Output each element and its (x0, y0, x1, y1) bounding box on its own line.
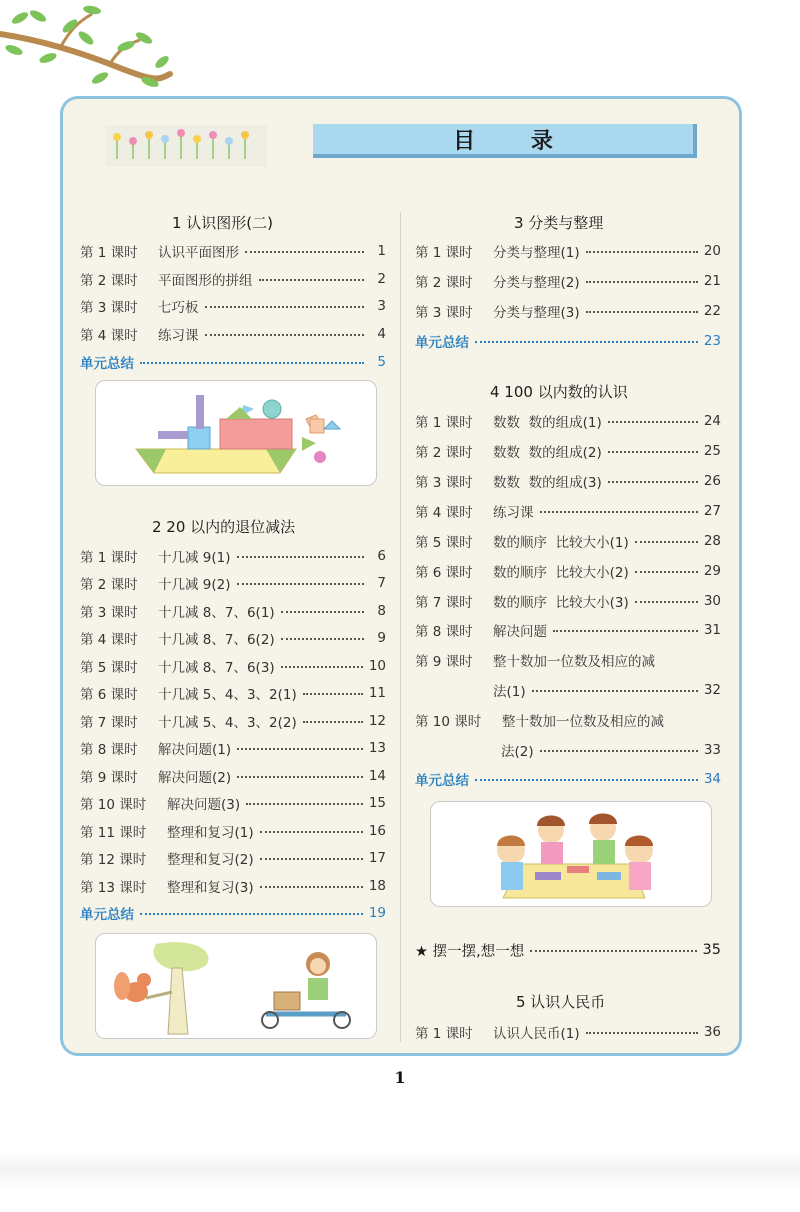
lesson-label: 第 2 课时 (415, 445, 473, 461)
lesson-label: 第 3 课时 (80, 300, 138, 316)
lesson-label: 第 4 课时 (80, 328, 138, 344)
summary-label: 单元总结 (415, 335, 469, 351)
section-title-unit-1: 1 认识图形(二) (172, 214, 274, 232)
page-ref: 31 (703, 622, 721, 638)
lesson-topic: 十几减 9(1) (158, 550, 231, 566)
page-ref: 30 (703, 593, 721, 609)
page-ref: 36 (703, 1024, 721, 1040)
lesson-label: 第 5 课时 (415, 535, 473, 551)
illustration-squirrel-monkey (95, 933, 377, 1039)
page-ref: 29 (703, 563, 721, 579)
lesson-topic: 练习课 (493, 505, 534, 521)
lesson-topic: 数的顺序 比较大小(1) (493, 535, 629, 551)
lesson-topic: 十几减 8、7、6(3) (158, 660, 275, 676)
page-ref: 11 (368, 685, 386, 701)
toc-row[interactable] (415, 620, 721, 640)
leader-dots (140, 913, 363, 915)
page-ref: 15 (368, 795, 386, 811)
page-ref: 7 (377, 575, 386, 591)
page-ref: 14 (368, 768, 386, 784)
leader-dots (475, 341, 698, 343)
lesson-label: 第 2 课时 (415, 275, 473, 291)
toc-row[interactable] (80, 601, 386, 621)
lesson-topic: 整理和复习(3) (167, 880, 254, 896)
ship-image (96, 381, 376, 485)
lesson-label: 第 1 课时 (80, 550, 138, 566)
leader-dots (475, 779, 698, 781)
lesson-topic: 十几减 8、7、6(1) (158, 605, 275, 621)
illustration-shape-ship (95, 380, 377, 486)
leader-dots (608, 421, 698, 423)
leader-dots (260, 886, 363, 888)
leader-dots (140, 362, 364, 364)
leader-dots (540, 511, 698, 513)
leader-dots (237, 776, 363, 778)
page-ref: 16 (368, 823, 386, 839)
toc-row[interactable] (80, 241, 386, 261)
lesson-topic: 认识平面图形 (158, 245, 239, 261)
toc-row[interactable] (80, 573, 386, 593)
lesson-label: 第 2 课时 (80, 273, 138, 289)
page-ref: 17 (368, 850, 386, 866)
toc-row[interactable] (415, 531, 721, 551)
lesson-topic: 整十数加一位数及相应的减 (493, 654, 655, 670)
page-ref: 5 (377, 354, 386, 370)
leader-dots (260, 831, 363, 833)
leader-dots (205, 334, 365, 336)
leader-dots (246, 803, 363, 805)
section-title-unit-4: 4 100 以内数的认识 (490, 383, 628, 401)
lesson-topic: 整理和复习(2) (167, 852, 254, 868)
lesson-topic: 十几减 8、7、6(2) (158, 632, 275, 648)
toc-row[interactable] (415, 271, 721, 291)
toc-row[interactable] (80, 269, 386, 289)
lesson-label: 第 3 课时 (415, 475, 473, 491)
toc-row[interactable] (415, 710, 721, 730)
toc-row[interactable] (415, 241, 721, 261)
illustration-children-reading (430, 801, 712, 907)
page-ref: 1 (377, 243, 386, 259)
page-title: 目 录 (453, 128, 577, 154)
leader-dots (540, 750, 698, 752)
lesson-topic: 练习课 (158, 328, 199, 344)
page-ref: 3 (377, 298, 386, 314)
toc-row[interactable] (415, 441, 721, 461)
column-divider (400, 212, 401, 1042)
leader-dots (553, 630, 698, 632)
lesson-topic: 数数 数的组成(2) (493, 445, 602, 461)
page-ref: 6 (377, 548, 386, 564)
lesson-topic: 十几减 9(2) (158, 577, 231, 593)
leader-dots (281, 666, 363, 668)
leader-dots (237, 556, 364, 558)
toc-row[interactable] (415, 501, 721, 521)
leader-dots (245, 251, 364, 253)
lesson-label: 第 10 课时 (80, 797, 147, 813)
toc-row[interactable] (415, 650, 721, 670)
leader-dots (205, 306, 365, 308)
lesson-topic: 七巧板 (158, 300, 199, 316)
summary-label: 单元总结 (80, 907, 134, 923)
lesson-label: 第 12 课时 (80, 852, 147, 868)
lesson-topic: 整理和复习(1) (167, 825, 254, 841)
section-title-unit-5: 5 认识人民币 (516, 993, 606, 1011)
lesson-topic: 十几减 5、4、3、2(1) (158, 687, 297, 703)
page-ref: 33 (703, 742, 721, 758)
page-ref: 19 (368, 905, 386, 921)
lesson-label: 第 8 课时 (80, 742, 138, 758)
leader-dots (530, 950, 696, 952)
lesson-label: 第 1 课时 (80, 245, 138, 261)
lesson-topic: 分类与整理(3) (493, 305, 580, 321)
lesson-label: 第 5 课时 (80, 660, 138, 676)
toc-row-continued[interactable] (493, 680, 721, 700)
lesson-label: 第 6 课时 (80, 687, 138, 703)
lesson-topic: 数的顺序 比较大小(3) (493, 595, 629, 611)
toc-row[interactable] (415, 591, 721, 611)
lesson-label: 第 10 课时 (415, 714, 482, 730)
lesson-topic: 分类与整理(1) (493, 245, 580, 261)
title-banner (313, 124, 697, 158)
page-number: 1 (394, 1068, 406, 1087)
section-title-unit-3: 3 分类与整理 (514, 214, 604, 232)
toc-row[interactable] (80, 821, 386, 841)
page-ref: 27 (703, 503, 721, 519)
page-ref: 26 (703, 473, 721, 489)
page-ref: 24 (703, 413, 721, 429)
leader-dots (532, 690, 698, 692)
leader-dots (635, 541, 698, 543)
toc-row-activity[interactable] (415, 940, 721, 960)
leader-dots (635, 601, 698, 603)
lesson-label: 第 7 课时 (80, 715, 138, 731)
page-ref: 28 (703, 533, 721, 549)
page-ref: 2 (377, 271, 386, 287)
leader-dots (303, 693, 363, 695)
leader-dots (260, 858, 363, 860)
page-ref: 10 (368, 658, 386, 674)
leader-dots (586, 311, 698, 313)
toc-row[interactable] (80, 876, 386, 896)
lesson-topic: 十几减 5、4、3、2(2) (158, 715, 297, 731)
toc-row[interactable] (415, 561, 721, 581)
unit-summary-row[interactable] (415, 769, 721, 789)
lesson-topic: 数的顺序 比较大小(2) (493, 565, 629, 581)
page-ref: 9 (377, 630, 386, 646)
lesson-label: 第 4 课时 (415, 505, 473, 521)
leader-dots (237, 748, 363, 750)
toc-row[interactable] (80, 738, 386, 758)
toc-row[interactable] (80, 324, 386, 344)
lesson-topic-continued: 法(1) (493, 684, 526, 700)
summary-label: 单元总结 (415, 773, 469, 789)
leader-dots (586, 251, 698, 253)
toc-row[interactable] (80, 546, 386, 566)
page-ref: 12 (368, 713, 386, 729)
toc-row[interactable] (80, 656, 386, 676)
leader-dots (608, 481, 698, 483)
page-ref: 22 (703, 303, 721, 319)
toc-row[interactable] (80, 711, 386, 731)
leader-dots (259, 279, 365, 281)
leader-dots (281, 638, 364, 640)
section-title-unit-2: 2 20 以内的退位减法 (152, 518, 296, 536)
lesson-label: 第 3 课时 (415, 305, 473, 321)
leader-dots (586, 1032, 698, 1034)
bottom-shadow (0, 1150, 800, 1190)
toc-row[interactable] (415, 471, 721, 491)
toc-row[interactable] (415, 301, 721, 321)
activity-label: ★ 摆一摆,想一想 (415, 943, 525, 960)
flowers-decoration (105, 125, 267, 167)
children-image (431, 802, 711, 906)
lesson-label: 第 7 课时 (415, 595, 473, 611)
lesson-label: 第 2 课时 (80, 577, 138, 593)
leader-dots (237, 583, 364, 585)
lesson-label: 第 1 课时 (415, 245, 473, 261)
lesson-label: 第 9 课时 (415, 654, 473, 670)
toc-row[interactable] (80, 296, 386, 316)
lesson-label: 第 1 课时 (415, 415, 473, 431)
lesson-topic: 解决问题(2) (158, 770, 232, 786)
page-ref: 21 (703, 273, 721, 289)
lesson-label: 第 8 课时 (415, 624, 473, 640)
leader-dots (281, 611, 364, 613)
page-ref: 20 (703, 243, 721, 259)
page-ref: 23 (703, 333, 721, 349)
lesson-label: 第 11 课时 (80, 825, 147, 841)
page-ref: 13 (368, 740, 386, 756)
page-ref: 4 (377, 326, 386, 342)
lesson-topic: 解决问题(1) (158, 742, 232, 758)
toc-row[interactable] (80, 766, 386, 786)
leader-dots (635, 571, 698, 573)
lesson-topic: 分类与整理(2) (493, 275, 580, 291)
lesson-topic: 解决问题(3) (167, 797, 241, 813)
toc-row-continued[interactable] (501, 740, 721, 760)
toc-row[interactable] (80, 683, 386, 703)
page-ref: 8 (377, 603, 386, 619)
lesson-label: 第 6 课时 (415, 565, 473, 581)
lesson-label: 第 3 课时 (80, 605, 138, 621)
lesson-topic: 解决问题 (493, 624, 547, 640)
unit-summary-row[interactable] (415, 331, 721, 351)
squirrel-monkey-image (96, 934, 376, 1038)
branch-decoration (0, 0, 180, 110)
lesson-topic-continued: 法(2) (501, 744, 534, 760)
lesson-topic: 认识人民币(1) (493, 1026, 580, 1042)
toc-row[interactable] (415, 411, 721, 431)
leader-dots (586, 281, 698, 283)
lesson-topic: 数数 数的组成(1) (493, 415, 602, 431)
page-ref: 18 (368, 878, 386, 894)
page-ref: 25 (703, 443, 721, 459)
page-ref: 34 (703, 771, 721, 787)
page-ref: 35 (702, 942, 721, 958)
lesson-label: 第 13 课时 (80, 880, 147, 896)
summary-label: 单元总结 (80, 356, 134, 372)
page-ref: 32 (703, 682, 721, 698)
lesson-label: 第 1 课时 (415, 1026, 473, 1042)
toc-row[interactable] (80, 628, 386, 648)
unit-summary-row[interactable] (80, 903, 386, 923)
toc-row[interactable] (415, 1022, 721, 1042)
leader-dots (608, 451, 698, 453)
lesson-topic: 整十数加一位数及相应的减 (502, 714, 664, 730)
lesson-topic: 数数 数的组成(3) (493, 475, 602, 491)
lesson-label: 第 4 课时 (80, 632, 138, 648)
lesson-label: 第 9 课时 (80, 770, 138, 786)
lesson-topic: 平面图形的拼组 (158, 273, 253, 289)
toc-row[interactable] (80, 848, 386, 868)
leader-dots (303, 721, 363, 723)
toc-row[interactable] (80, 793, 386, 813)
unit-summary-row[interactable] (80, 352, 386, 372)
